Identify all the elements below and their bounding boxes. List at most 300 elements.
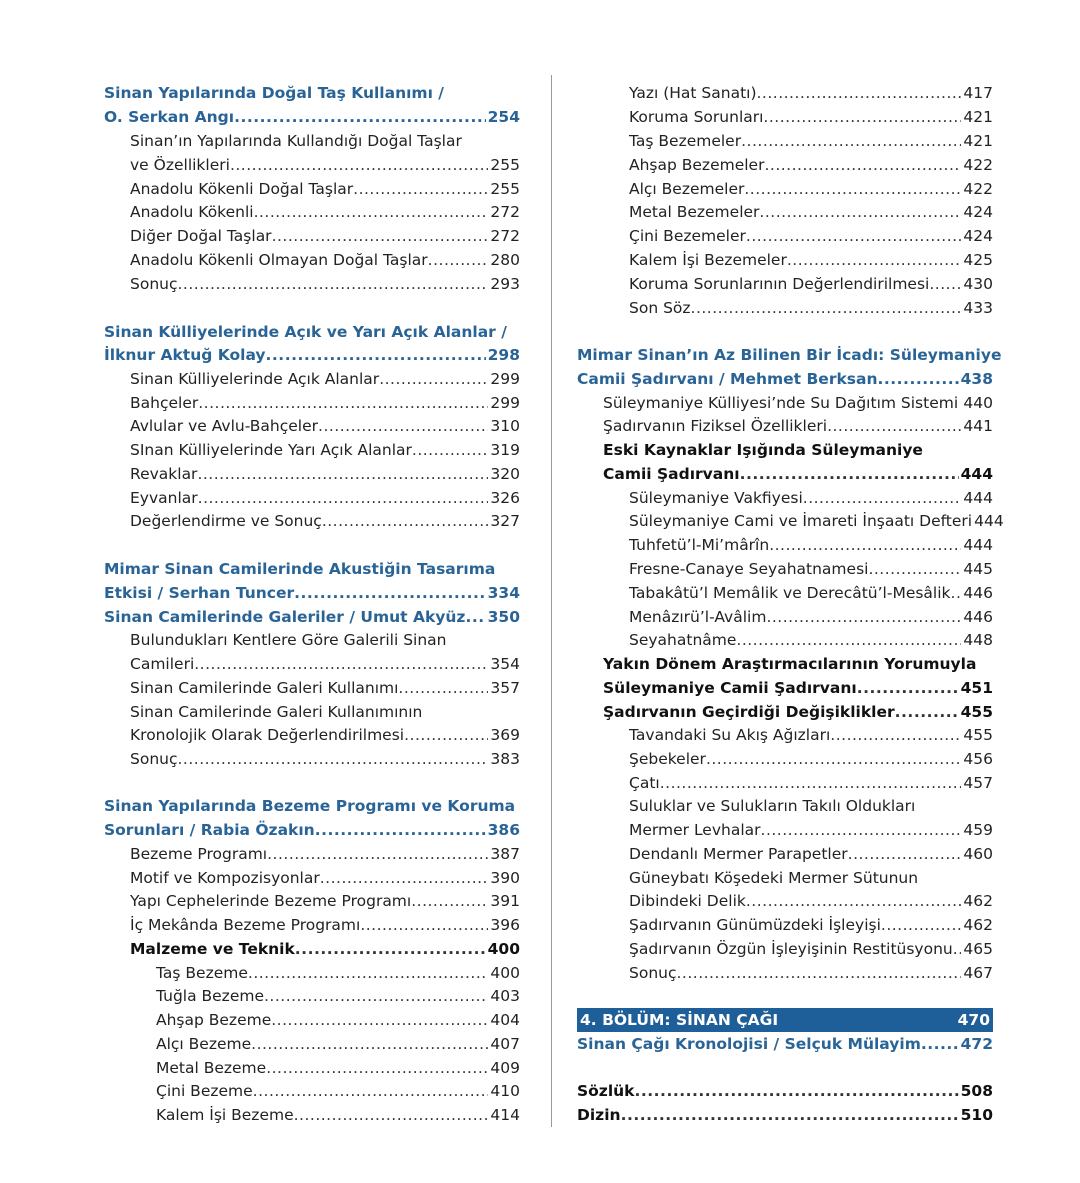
- toc-entry-title: Süleymaniye Vakfiyesi: [629, 489, 803, 507]
- toc-entry-title: Dizin: [577, 1106, 621, 1124]
- toc-entry[interactable]: [104, 200, 520, 224]
- toc-entry-page: 310: [490, 417, 520, 435]
- toc-entry[interactable]: [104, 747, 520, 771]
- toc-entry[interactable]: [104, 343, 520, 367]
- toc-entry-title: Sinan Külliyelerinde Açık ve Yarı Açık Alanlar /: [104, 323, 507, 341]
- toc-entry-page: 446: [963, 608, 993, 626]
- toc-entry[interactable]: [104, 652, 520, 676]
- dot-leader: [764, 153, 961, 177]
- toc-entry-page: 424: [963, 203, 993, 221]
- toc-entry-title: Kronolojik Olarak Değerlendirilmesi: [130, 726, 405, 744]
- toc-entry-page: 383: [490, 750, 520, 768]
- toc-entry[interactable]: [577, 961, 993, 985]
- dot-leader: [953, 937, 962, 961]
- dot-leader: [848, 842, 962, 866]
- toc-entry-page: 440: [963, 394, 993, 412]
- dot-leader: [234, 105, 486, 129]
- toc-entry-title: Menâzırü’l-Avâlim: [629, 608, 767, 626]
- dot-leader: [398, 676, 488, 700]
- toc-entry-title: Metal Bezemeler: [629, 203, 760, 221]
- toc-entry[interactable]: [577, 913, 993, 937]
- toc-entry[interactable]: [577, 272, 993, 296]
- toc-entry-title: Şadırvanın Fiziksel Özellikleri: [603, 417, 828, 435]
- toc-entry-title: 4. BÖLÜM: SİNAN ÇAĞI: [580, 1011, 779, 1029]
- toc-entry-page: 433: [963, 299, 993, 317]
- toc-entry[interactable]: [577, 153, 993, 177]
- dot-leader: [267, 842, 488, 866]
- dot-leader: [744, 177, 961, 201]
- toc-entry[interactable]: [577, 391, 993, 415]
- toc-entry-title: Eski Kaynaklar Işığında Süleymaniye: [603, 441, 923, 459]
- toc-entry[interactable]: [104, 320, 520, 344]
- toc-entry-title: Yazı (Hat Sanatı): [629, 84, 757, 102]
- toc-entry-title: Anadolu Kökenli: [130, 203, 254, 221]
- toc-entry[interactable]: [104, 961, 520, 985]
- toc-entry-title: İlknur Aktuğ Kolay: [104, 346, 266, 364]
- dot-leader: [769, 533, 961, 557]
- toc-entry-title: Son Söz: [629, 299, 691, 317]
- toc-entry-page: 272: [490, 227, 520, 245]
- toc-entry-page: 319: [490, 441, 520, 459]
- toc-entry-title: Taş Bezeme: [156, 964, 248, 982]
- toc-entry-title: Mermer Levhalar: [629, 821, 761, 839]
- toc-entry-title: Tuğla Bezeme: [156, 987, 264, 1005]
- toc-entry[interactable]: [104, 700, 520, 724]
- toc-entry[interactable]: [104, 557, 520, 581]
- dot-leader: [411, 889, 488, 913]
- toc-entry-title: Koruma Sorunlarının Değerlendirilmesi: [629, 275, 930, 293]
- toc-entry-page: 299: [490, 394, 520, 412]
- toc-entry[interactable]: [104, 913, 520, 937]
- toc-entry-page: 421: [963, 132, 993, 150]
- toc-entry[interactable]: [577, 1103, 993, 1127]
- dot-leader: [881, 913, 962, 937]
- toc-entry[interactable]: [104, 889, 520, 913]
- toc-entry[interactable]: [577, 81, 993, 105]
- toc-entry-page: 456: [963, 750, 993, 768]
- toc-entry[interactable]: [577, 343, 1002, 367]
- dot-leader: [194, 652, 488, 676]
- toc-entry-page: 462: [963, 916, 993, 934]
- toc-entry[interactable]: [104, 984, 520, 1008]
- section-band[interactable]: [577, 1008, 993, 1032]
- toc-entry[interactable]: [104, 414, 520, 438]
- toc-entry-page: 425: [963, 251, 993, 269]
- dot-leader: [294, 1103, 489, 1127]
- toc-entry-title: Alçı Bezeme: [156, 1035, 252, 1053]
- toc-entry[interactable]: [577, 248, 993, 272]
- toc-entry-page: 446: [963, 584, 993, 602]
- toc-entry-page: 467: [963, 964, 993, 982]
- dot-leader: [248, 961, 489, 985]
- dot-leader: [404, 723, 488, 747]
- toc-entry-title: Sinan Yapılarında Doğal Taş Kullanımı /: [104, 84, 444, 102]
- toc-entry[interactable]: [577, 771, 993, 795]
- toc-entry[interactable]: [577, 723, 993, 747]
- toc-entry-page: 320: [490, 465, 520, 483]
- toc-entry-title: Yapı Cephelerinde Bezeme Programı: [130, 892, 412, 910]
- dot-leader: [178, 747, 489, 771]
- toc-entry-title: Seyahatnâme: [629, 631, 737, 649]
- toc-entry-page: 404: [490, 1011, 520, 1029]
- toc-entry-page: 414: [490, 1106, 520, 1124]
- toc-entry-page: 299: [490, 370, 520, 388]
- toc-entry-page: 293: [490, 275, 520, 293]
- toc-entry-page: 438: [960, 370, 993, 388]
- dot-leader: [318, 414, 488, 438]
- toc-entry-title: Şebekeler: [629, 750, 706, 768]
- toc-entry-title: Sinan Camilerinde Galeriler / Umut Akyüz: [104, 608, 466, 626]
- toc-entry-title: Diğer Doğal Taşlar: [130, 227, 272, 245]
- toc-entry-title: Bulundukları Kentlere Göre Galerili Sinan: [130, 631, 447, 649]
- toc-entry-page: 462: [963, 892, 993, 910]
- toc-entry[interactable]: [577, 652, 993, 676]
- dot-leader: [691, 296, 962, 320]
- dot-leader: [251, 1032, 488, 1056]
- dot-leader: [857, 676, 959, 700]
- toc-entry-title: Yakın Dönem Araştırmacılarının Yorumuyla: [603, 655, 977, 673]
- toc-entry[interactable]: [577, 105, 993, 129]
- toc-entry[interactable]: [104, 438, 520, 462]
- toc-entry[interactable]: [104, 509, 520, 533]
- toc-entry-page: 422: [963, 180, 993, 198]
- toc-entry[interactable]: [577, 509, 1004, 533]
- toc-entry-page: 407: [490, 1035, 520, 1053]
- toc-entry-title: Anadolu Kökenli Olmayan Doğal Taşlar: [130, 251, 428, 269]
- toc-entry-title: ve Özellikleri: [130, 156, 230, 174]
- toc-entry-title: Tuhfetü’l-Mi’mârîn: [629, 536, 770, 554]
- toc-entry-title: Revaklar: [130, 465, 198, 483]
- toc-entry-title: O. Serkan Angı: [104, 108, 235, 126]
- dot-leader: [198, 486, 489, 510]
- dot-leader: [736, 628, 961, 652]
- toc-entry-title: Tavandaki Su Akış Ağızları: [629, 726, 831, 744]
- dot-leader: [353, 177, 488, 201]
- toc-entry-title: Bezeme Programı: [130, 845, 268, 863]
- toc-entry[interactable]: [104, 224, 520, 248]
- toc-entry[interactable]: [104, 866, 520, 890]
- toc-entry[interactable]: [104, 367, 520, 391]
- toc-entry-title: Koruma Sorunları: [629, 108, 764, 126]
- toc-entry[interactable]: [104, 937, 520, 961]
- dot-leader: [621, 1103, 959, 1127]
- dot-leader: [360, 913, 488, 937]
- dot-leader: [766, 605, 961, 629]
- toc-entry-title: Şadırvanın Özgün İşleyişinin Restitüsyonu: [629, 940, 953, 958]
- dot-leader: [635, 1079, 959, 1103]
- toc-entry-title: Camii Şadırvanı / Mehmet Berksan: [577, 370, 878, 388]
- toc-entry-page: 391: [490, 892, 520, 910]
- dot-leader: [465, 605, 485, 629]
- toc-entry-title: Sinan’ın Yapılarında Kullandığı Doğal Taşlar: [130, 132, 462, 150]
- toc-entry-page: 430: [963, 275, 993, 293]
- toc-entry-page: 455: [963, 726, 993, 744]
- dot-leader: [677, 961, 962, 985]
- toc-entry[interactable]: [577, 296, 993, 320]
- toc-entry[interactable]: [577, 842, 993, 866]
- toc-entry[interactable]: [577, 700, 993, 724]
- toc-entry-title: Sinan Yapılarında Bezeme Programı ve Koruma: [104, 797, 516, 815]
- toc-entry-page: 400: [490, 964, 520, 982]
- dot-leader: [266, 343, 486, 367]
- toc-entry-title: Sorunları / Rabia Özakın: [104, 821, 315, 839]
- toc-entry[interactable]: [104, 676, 520, 700]
- toc-entry-title: SInan Külliyelerinde Yarı Açık Alanlar: [130, 441, 412, 459]
- dot-leader: [921, 1032, 959, 1056]
- toc-entry-title: Etkisi / Serhan Tuncer: [104, 584, 295, 602]
- toc-entry-title: Çini Bezeme: [156, 1082, 253, 1100]
- toc-entry-title: Eyvanlar: [130, 489, 198, 507]
- dot-leader: [740, 462, 959, 486]
- toc-entry[interactable]: [104, 462, 520, 486]
- toc-entry-title: Şadırvanın Geçirdiği Değişiklikler: [603, 703, 895, 721]
- toc-entry[interactable]: [577, 747, 993, 771]
- toc-entry-page: 387: [490, 845, 520, 863]
- toc-entry-page: 444: [963, 489, 993, 507]
- toc-entry[interactable]: [577, 557, 993, 581]
- dot-leader: [198, 391, 488, 415]
- toc-entry[interactable]: [104, 842, 520, 866]
- dot-leader: [759, 200, 961, 224]
- toc-entry-page: 326: [490, 489, 520, 507]
- toc-entry[interactable]: [577, 533, 993, 557]
- toc-entry-page: 445: [963, 560, 993, 578]
- toc-entry-title: Sonuç: [130, 275, 178, 293]
- toc-entry-title: Mimar Sinan Camilerinde Akustiğin Tasarıma: [104, 560, 496, 578]
- toc-entry[interactable]: [104, 81, 520, 105]
- dot-leader: [803, 486, 962, 510]
- toc-entry[interactable]: [577, 818, 993, 842]
- toc-entry[interactable]: [104, 1079, 520, 1103]
- toc-entry-title: Anadolu Kökenli Doğal Taşlar: [130, 180, 354, 198]
- toc-entry-title: Çatı: [629, 774, 660, 792]
- toc-entry[interactable]: [104, 794, 520, 818]
- toc-entry-title: Süleymaniye Külliyesi’nde Su Dağıtım Sistemi: [603, 394, 959, 412]
- toc-entry-title: Sinan Külliyelerinde Açık Alanlar: [130, 370, 380, 388]
- toc-entry-page: 400: [487, 940, 520, 958]
- dot-leader: [412, 438, 489, 462]
- toc-entry[interactable]: [104, 153, 520, 177]
- toc-entry-page: 510: [960, 1106, 993, 1124]
- toc-entry-title: Ahşap Bezemeler: [629, 156, 765, 174]
- toc-entry[interactable]: [577, 224, 993, 248]
- toc-entry[interactable]: [577, 462, 993, 486]
- toc-entry-title: İç Mekânda Bezeme Programı: [130, 916, 361, 934]
- toc-entry[interactable]: [104, 1032, 520, 1056]
- dot-leader: [929, 272, 961, 296]
- toc-entry-title: Ahşap Bezeme: [156, 1011, 272, 1029]
- toc-entry-title: Sinan Çağı Kronolojisi / Selçuk Mülayim: [577, 1035, 921, 1053]
- dot-leader: [706, 747, 961, 771]
- toc-entry-title: Sonuç: [629, 964, 677, 982]
- toc-entry-title: Çini Bezemeler: [629, 227, 746, 245]
- toc-entry-title: Avlular ve Avlu-Bahçeler: [130, 417, 319, 435]
- toc-entry-page: 444: [974, 512, 1004, 530]
- toc-entry[interactable]: [104, 105, 520, 129]
- toc-entry[interactable]: [104, 1103, 520, 1127]
- toc-entry-title: Malzeme ve Teknik: [130, 940, 295, 958]
- toc-entry-page: 465: [963, 940, 993, 958]
- dot-leader: [253, 1079, 489, 1103]
- toc-entry-page: 357: [490, 679, 520, 697]
- dot-leader: [379, 367, 488, 391]
- toc-entry-page: 390: [490, 869, 520, 887]
- dot-leader: [878, 367, 959, 391]
- dot-leader: [746, 889, 962, 913]
- dot-leader: [178, 272, 489, 296]
- toc-entry-page: 272: [490, 203, 520, 221]
- toc-entry-page: 280: [490, 251, 520, 269]
- toc-entry-title: Dendanlı Mermer Parapetler: [629, 845, 848, 863]
- toc-entry-title: Fresne-Canaye Seyahatnamesi: [629, 560, 869, 578]
- toc-entry-page: 386: [487, 821, 520, 839]
- toc-entry-title: Güneybatı Köşedeki Mermer Sütunun: [629, 869, 919, 887]
- toc-entry-page: 422: [963, 156, 993, 174]
- toc-entry[interactable]: [577, 628, 993, 652]
- toc-entry[interactable]: [104, 605, 520, 629]
- toc-entry-title: Sinan Camilerinde Galeri Kullanımı: [130, 679, 399, 697]
- toc-entry[interactable]: [104, 272, 520, 296]
- dot-leader: [830, 723, 961, 747]
- toc-entry[interactable]: [104, 177, 520, 201]
- toc-entry[interactable]: [577, 1079, 993, 1103]
- dot-leader: [763, 105, 961, 129]
- toc-entry[interactable]: [104, 1056, 520, 1080]
- toc-entry-page: 334: [487, 584, 520, 602]
- dot-leader: [266, 1056, 488, 1080]
- toc-entry[interactable]: [104, 581, 520, 605]
- toc-entry-title: Sinan Camilerinde Galeri Kullanımının: [130, 703, 423, 721]
- toc-entry-page: 444: [963, 536, 993, 554]
- dot-leader: [295, 937, 486, 961]
- dot-leader: [272, 224, 489, 248]
- toc-entry[interactable]: [104, 723, 520, 747]
- toc-entry-page: 459: [963, 821, 993, 839]
- dot-leader: [315, 818, 486, 842]
- toc-entry[interactable]: [577, 866, 993, 890]
- toc-entry-page: 460: [963, 845, 993, 863]
- toc-entry-title: Kalem İşi Bezemeler: [629, 251, 787, 269]
- toc-entry[interactable]: [104, 129, 520, 153]
- toc-entry[interactable]: [577, 937, 993, 961]
- toc-entry-page: 327: [490, 512, 520, 530]
- dot-leader: [951, 581, 962, 605]
- dot-leader: [761, 818, 962, 842]
- toc-entry[interactable]: [577, 676, 993, 700]
- toc-entry[interactable]: [577, 794, 993, 818]
- toc-entry-page: 396: [490, 916, 520, 934]
- toc-entry[interactable]: [104, 1008, 520, 1032]
- toc-entry-title: Camileri: [130, 655, 195, 673]
- dot-leader: [868, 557, 961, 581]
- toc-entry[interactable]: [104, 818, 520, 842]
- toc-entry[interactable]: [577, 1032, 993, 1056]
- toc-entry-page: 451: [960, 679, 993, 697]
- toc-entry[interactable]: [577, 367, 993, 391]
- toc-entry[interactable]: [104, 486, 520, 510]
- toc-entry[interactable]: [577, 129, 993, 153]
- toc-entry-title: Şadırvanın Günümüzdeki İşleyişi: [629, 916, 881, 934]
- toc-entry-title: Süleymaniye Camii Şadırvanı: [603, 679, 857, 697]
- dot-leader: [264, 984, 488, 1008]
- toc-entry-title: Değerlendirme ve Sonuç: [130, 512, 322, 530]
- toc-entry-page: 472: [960, 1035, 993, 1053]
- dot-leader: [660, 771, 962, 795]
- toc-entry-page: 255: [490, 180, 520, 198]
- toc-entry-title: Sonuç: [130, 750, 178, 768]
- toc-entry-title: Motif ve Kompozisyonlar: [130, 869, 320, 887]
- toc-entry-page: 255: [490, 156, 520, 174]
- toc-entry-title: Kalem İşi Bezeme: [156, 1106, 294, 1124]
- toc-entry[interactable]: [577, 177, 993, 201]
- toc-entry-title: Suluklar ve Sulukların Takılı Oldukları: [629, 797, 916, 815]
- toc-entry-page: 455: [960, 703, 993, 721]
- toc-entry[interactable]: [104, 248, 520, 272]
- toc-entry-page: 350: [487, 608, 520, 626]
- dot-leader: [741, 129, 961, 153]
- toc-entry-page: 444: [960, 465, 993, 483]
- toc-entry[interactable]: [577, 200, 993, 224]
- dot-leader: [320, 866, 489, 890]
- dot-leader: [322, 509, 489, 533]
- toc-entry-title: Camii Şadırvanı: [603, 465, 740, 483]
- toc-entry-title: Bahçeler: [130, 394, 199, 412]
- toc-entry-title: Tabakâtü’l Memâlik ve Derecâtü’l-Mesâlik: [629, 584, 951, 602]
- dot-leader: [428, 248, 489, 272]
- toc-entry-page: 421: [963, 108, 993, 126]
- toc-entry-page: 254: [487, 108, 520, 126]
- toc-entry-page: 369: [490, 726, 520, 744]
- toc-entry[interactable]: [577, 605, 993, 629]
- toc-entry-page: 424: [963, 227, 993, 245]
- dot-leader: [827, 414, 961, 438]
- toc-entry[interactable]: [577, 438, 993, 462]
- dot-leader: [271, 1008, 488, 1032]
- dot-leader: [746, 224, 962, 248]
- toc-entry-title: Dibindeki Delik: [629, 892, 746, 910]
- toc-entry[interactable]: [577, 414, 993, 438]
- toc-entry-page: 508: [960, 1082, 993, 1100]
- toc-entry-title: Alçı Bezemeler: [629, 180, 745, 198]
- dot-leader: [230, 153, 488, 177]
- dot-leader: [895, 700, 959, 724]
- toc-entry-page: 354: [490, 655, 520, 673]
- toc-entry[interactable]: [577, 486, 993, 510]
- toc-entry-page: 409: [490, 1059, 520, 1077]
- toc-entry-title: Sözlük: [577, 1082, 635, 1100]
- toc-entry-page: 417: [963, 84, 993, 102]
- toc-entry-page: 448: [963, 631, 993, 649]
- toc-entry-page: 441: [963, 417, 993, 435]
- dot-leader: [197, 462, 488, 486]
- toc-entry-page: 470: [957, 1011, 990, 1029]
- toc-entry[interactable]: [577, 889, 993, 913]
- toc-entry-page: 410: [490, 1082, 520, 1100]
- toc-entry[interactable]: [104, 628, 520, 652]
- dot-leader: [787, 248, 962, 272]
- dot-leader: [254, 200, 489, 224]
- toc-entry[interactable]: [577, 581, 993, 605]
- toc-entry-title: Metal Bezeme: [156, 1059, 267, 1077]
- toc-entry-title: Taş Bezemeler: [629, 132, 742, 150]
- toc-entry-page: 403: [490, 987, 520, 1005]
- toc-entry-title: Süleymaniye Cami ve İmareti İnşaatı Defteri: [629, 512, 973, 530]
- toc-entry-page: 457: [963, 774, 993, 792]
- toc-entry-page: 298: [487, 346, 520, 364]
- toc-entry[interactable]: [104, 391, 520, 415]
- column-divider: [551, 75, 552, 1127]
- toc-entry-title: Mimar Sinan’ın Az Bilinen Bir İcadı: Süleymaniye: [577, 346, 1002, 364]
